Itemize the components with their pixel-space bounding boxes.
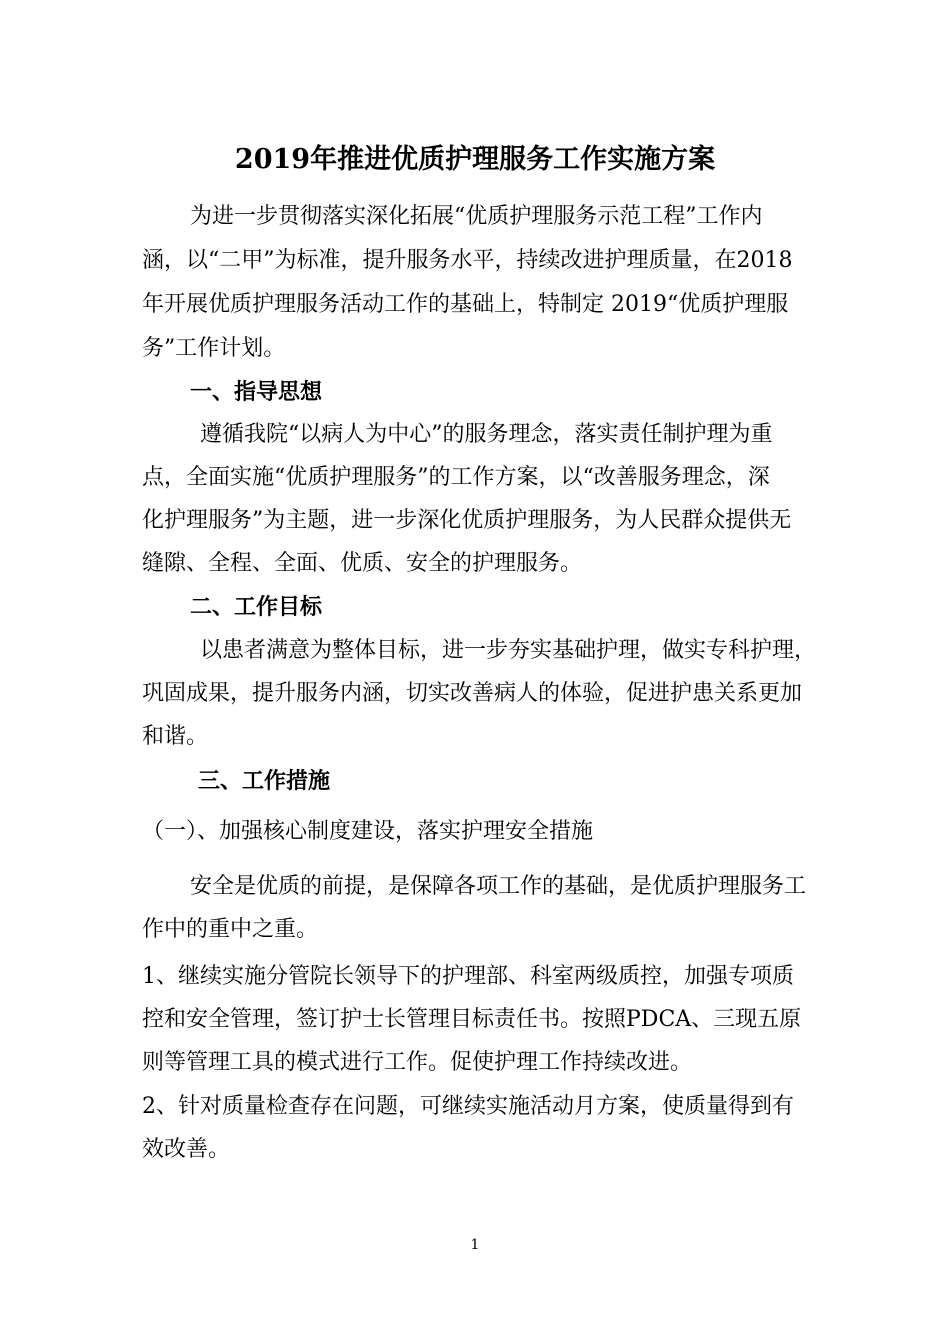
subsection-heading-1: （一）、加强核心制度建设，落实护理安全措施 [142,819,594,844]
document-title: 2019年推进优质护理服务工作实施方案 [234,144,716,175]
section-heading-1: 一、指导思想 [190,379,323,405]
paragraph-line-6: 点，全面实施“优质护理服务”的工作方案，以“改善服务理念，深 [142,465,770,490]
paragraph-line-9: 以患者满意为整体目标，进一步夯实基础护理，做实专科护理， [200,638,817,663]
paragraph-line-12: 安全是优质的前提，是保障各项工作的基础，是优质护理服务工 [190,874,807,899]
list-item-2-line-1: 2、针对质量检查存在问题，可继续实施活动月方案，使质量得到有 [142,1094,794,1119]
paragraph-line-10: 巩固成果，提升服务内涵，切实改善病人的体验，促进护患关系更加 [142,681,803,706]
paragraph-line-11: 和谐。 [142,724,209,749]
page-number: 1 [470,1237,480,1253]
list-item-1-line-2: 控和安全管理，签订护士长管理目标责任书。按照PDCA、三现五原 [142,1007,802,1032]
paragraph-line-5: 遵循我院“以病人为中心”的服务理念，落实责任制护理为重 [200,422,773,447]
paragraph-line-13: 作中的重中之重。 [142,917,319,942]
list-item-1-line-3: 则等管理工具的模式进行工作。促使护理工作持续改进。 [142,1050,693,1075]
paragraph-line-2: 涵，以“二甲”为标准，提升服务水平，持续改进护理质量，在2018 [142,248,793,273]
list-item-1-line-1: 1、继续实施分管院长领导下的护理部、科室两级质控，加强专项质 [142,964,794,989]
section-heading-3: 三、工作措施 [198,768,331,794]
paragraph-line-1: 为进一步贯彻落实深化拓展“优质护理服务示范工程”工作内 [190,204,763,229]
paragraph-line-8: 缝隙、全程、全面、优质、安全的护理服务。 [142,551,583,576]
paragraph-line-7: 化护理服务”为主题，进一步深化优质护理服务，为人民群众提供无 [142,508,792,533]
paragraph-line-4: 务”工作计划。 [142,336,286,361]
section-heading-2: 二、工作目标 [190,594,323,620]
list-item-2-line-2: 效改善。 [142,1137,231,1162]
paragraph-line-3: 年开展优质护理服务活动工作的基础上，特制定 2019“优质护理服 [142,292,789,317]
